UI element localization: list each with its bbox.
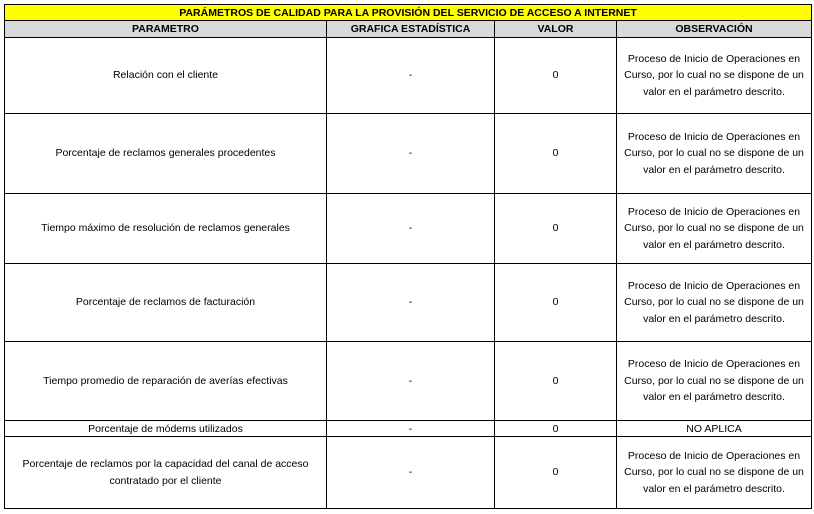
table-title: PARÁMETROS DE CALIDAD PARA LA PROVISIÓN DEL SERVICIO DE ACCESO A INTERNET <box>5 5 812 21</box>
cell-parametro: Porcentaje de reclamos generales procedentes <box>5 114 327 194</box>
table-row <box>5 194 812 264</box>
header-parametro: PARAMETRO <box>5 21 327 38</box>
cell-grafica: - <box>327 342 495 421</box>
header-grafica: GRAFICA ESTADÍSTICA <box>327 21 495 38</box>
cell-grafica: - <box>327 114 495 194</box>
cell-parametro: Porcentaje de módems utilizados <box>5 421 327 437</box>
cell-parametro: Tiempo máximo de resolución de reclamos generales <box>5 194 327 264</box>
table-row <box>5 421 812 437</box>
table-row <box>5 38 812 114</box>
cell-grafica: - <box>327 194 495 264</box>
cell-valor: 0 <box>495 421 617 437</box>
cell-observacion: Proceso de Inicio de Operaciones en Curso, por lo cual no se dispone de un valor en el parámetro descrito. <box>617 114 812 194</box>
cell-grafica: - <box>327 437 495 509</box>
cell-observacion: Proceso de Inicio de Operaciones en Curso, por lo cual no se dispone de un valor en el parámetro descrito. <box>617 38 812 114</box>
cell-valor: 0 <box>495 114 617 194</box>
cell-valor: 0 <box>495 38 617 114</box>
table-row <box>5 264 812 342</box>
cell-observacion: Proceso de Inicio de Operaciones en Curso, por lo cual no se dispone de un valor en el parámetro descrito. <box>617 342 812 421</box>
header-row <box>5 21 812 38</box>
cell-observacion: Proceso de Inicio de Operaciones en Curso, por lo cual no se dispone de un valor en el parámetro descrito. <box>617 264 812 342</box>
header-observacion: OBSERVACIÓN <box>617 21 812 38</box>
cell-parametro: Tiempo promedio de reparación de averías efectivas <box>5 342 327 421</box>
table-row <box>5 114 812 194</box>
table-row <box>5 342 812 421</box>
cell-observacion: NO APLICA <box>617 421 812 437</box>
cell-parametro: Porcentaje de reclamos de facturación <box>5 264 327 342</box>
cell-grafica: - <box>327 38 495 114</box>
cell-grafica: - <box>327 264 495 342</box>
cell-parametro: Porcentaje de reclamos por la capacidad del canal de acceso contratado por el cliente <box>5 437 327 509</box>
header-valor: VALOR <box>495 21 617 38</box>
cell-valor: 0 <box>495 437 617 509</box>
table-row <box>5 437 812 509</box>
cell-observacion: Proceso de Inicio de Operaciones en Curso, por lo cual no se dispone de un valor en el parámetro descrito. <box>617 437 812 509</box>
cell-grafica: - <box>327 421 495 437</box>
cell-observacion: Proceso de Inicio de Operaciones en Curso, por lo cual no se dispone de un valor en el parámetro descrito. <box>617 194 812 264</box>
table-title-row <box>5 5 812 21</box>
quality-parameters-table <box>4 4 812 509</box>
cell-valor: 0 <box>495 194 617 264</box>
cell-valor: 0 <box>495 342 617 421</box>
cell-parametro: Relación con el cliente <box>5 38 327 114</box>
cell-valor: 0 <box>495 264 617 342</box>
